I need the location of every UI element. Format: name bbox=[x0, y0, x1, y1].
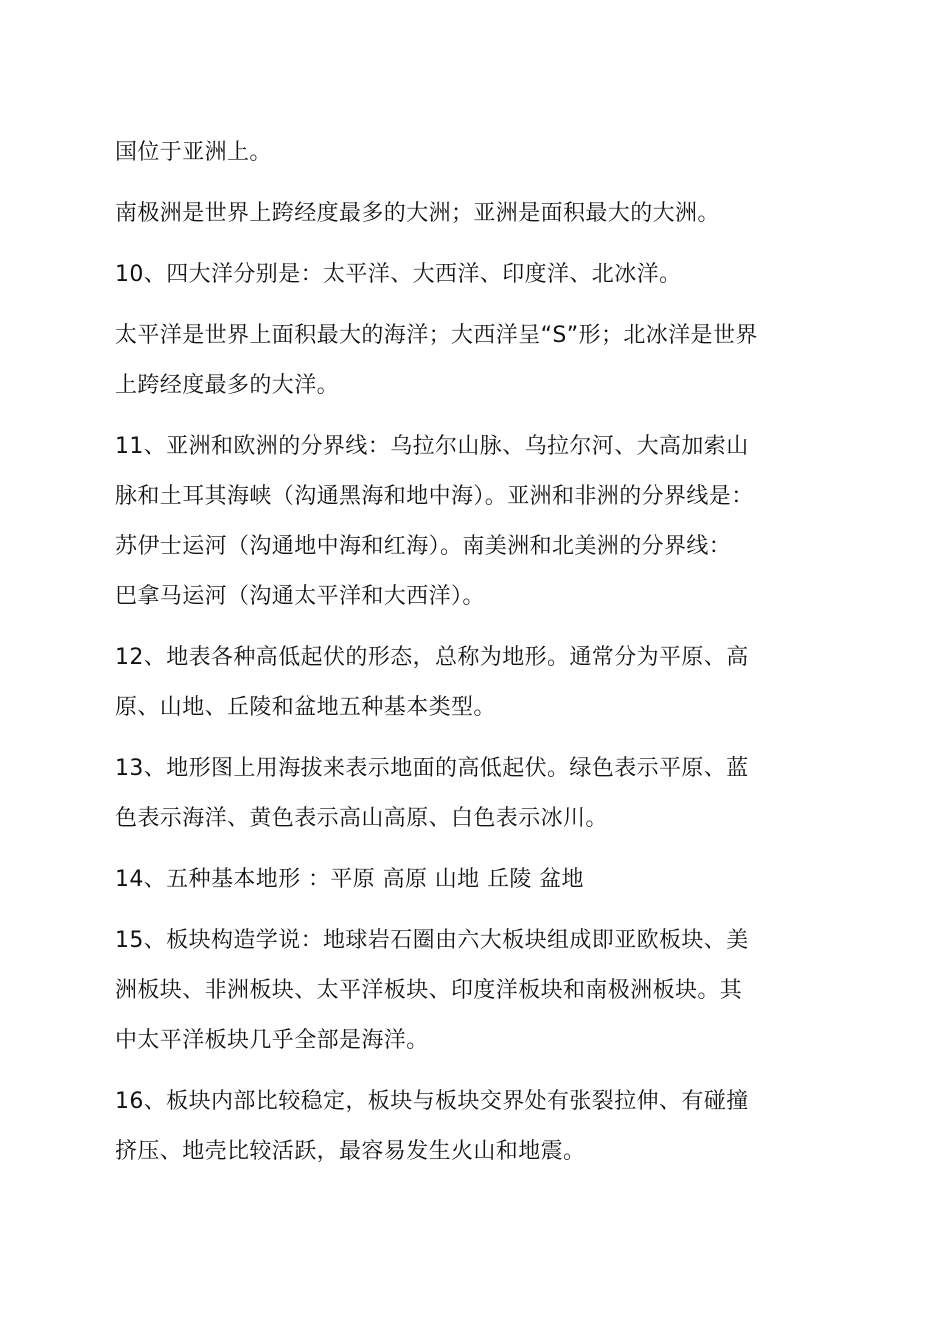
text-line: 10、四大洋分别是：太平洋、大西洋、印度洋、北冰洋。 bbox=[115, 262, 682, 287]
text-line: 16、板块内部比较稳定，板块与板块交界处有张裂拉伸、有碰撞 bbox=[115, 1089, 749, 1114]
paragraph-item-13 bbox=[115, 744, 835, 844]
text-line: 中太平洋板块几乎全部是海洋。 bbox=[115, 1028, 429, 1053]
text-line: 南极洲是世界上跨经度最多的大洲；亚洲是面积最大的大洲。 bbox=[115, 201, 720, 226]
paragraph-item-15 bbox=[115, 916, 835, 1066]
paragraph-oceans bbox=[115, 311, 835, 411]
text-line: 太平洋是世界上面积最大的海洋；大西洋呈“S”形；北冰洋是世界 bbox=[115, 323, 758, 348]
paragraph-item-12 bbox=[115, 633, 835, 733]
paragraph-item-14 bbox=[115, 855, 835, 905]
text-line: 脉和土耳其海峡（沟通黑海和地中海）。亚洲和非洲的分界线是： bbox=[115, 484, 754, 509]
paragraph-item-11 bbox=[115, 422, 835, 622]
text-line: 苏伊士运河（沟通地中海和红海）。南美洲和北美洲的分界线： bbox=[115, 534, 732, 559]
text-line: 13、地形图上用海拔来表示地面的高低起伏。绿色表示平原、蓝 bbox=[115, 756, 749, 781]
document-page bbox=[115, 128, 835, 1177]
text-line: 15、板块构造学说：地球岩石圈由六大板块组成即亚欧板块、美 bbox=[115, 928, 749, 953]
text-line: 洲板块、非洲板块、太平洋板块、印度洋板块和南极洲板块。其 bbox=[115, 978, 743, 1003]
paragraph-continuation bbox=[115, 128, 835, 178]
text-line: 14、五种基本地形 ：平原 高原 山地 丘陵 盆地 bbox=[115, 867, 584, 892]
text-line: 11、亚洲和欧洲的分界线：乌拉尔山脉、乌拉尔河、大高加索山 bbox=[115, 434, 749, 459]
text-line: 国位于亚洲上。 bbox=[115, 140, 272, 165]
paragraph-antarctica-asia bbox=[115, 189, 835, 239]
text-line: 12、地表各种高低起伏的形态，总称为地形。通常分为平原、高 bbox=[115, 645, 749, 670]
paragraph-item-16 bbox=[115, 1077, 835, 1177]
text-line: 色表示海洋、黄色表示高山高原、白色表示冰川。 bbox=[115, 806, 608, 831]
text-line: 原、山地、丘陵和盆地五种基本类型。 bbox=[115, 695, 496, 720]
paragraph-item-10 bbox=[115, 250, 835, 300]
text-line: 挤压、地壳比较活跃，最容易发生火山和地震。 bbox=[115, 1139, 586, 1164]
text-line: 巴拿马运河（沟通太平洋和大西洋）。 bbox=[115, 584, 485, 609]
text-line: 上跨经度最多的大洋。 bbox=[115, 373, 340, 398]
